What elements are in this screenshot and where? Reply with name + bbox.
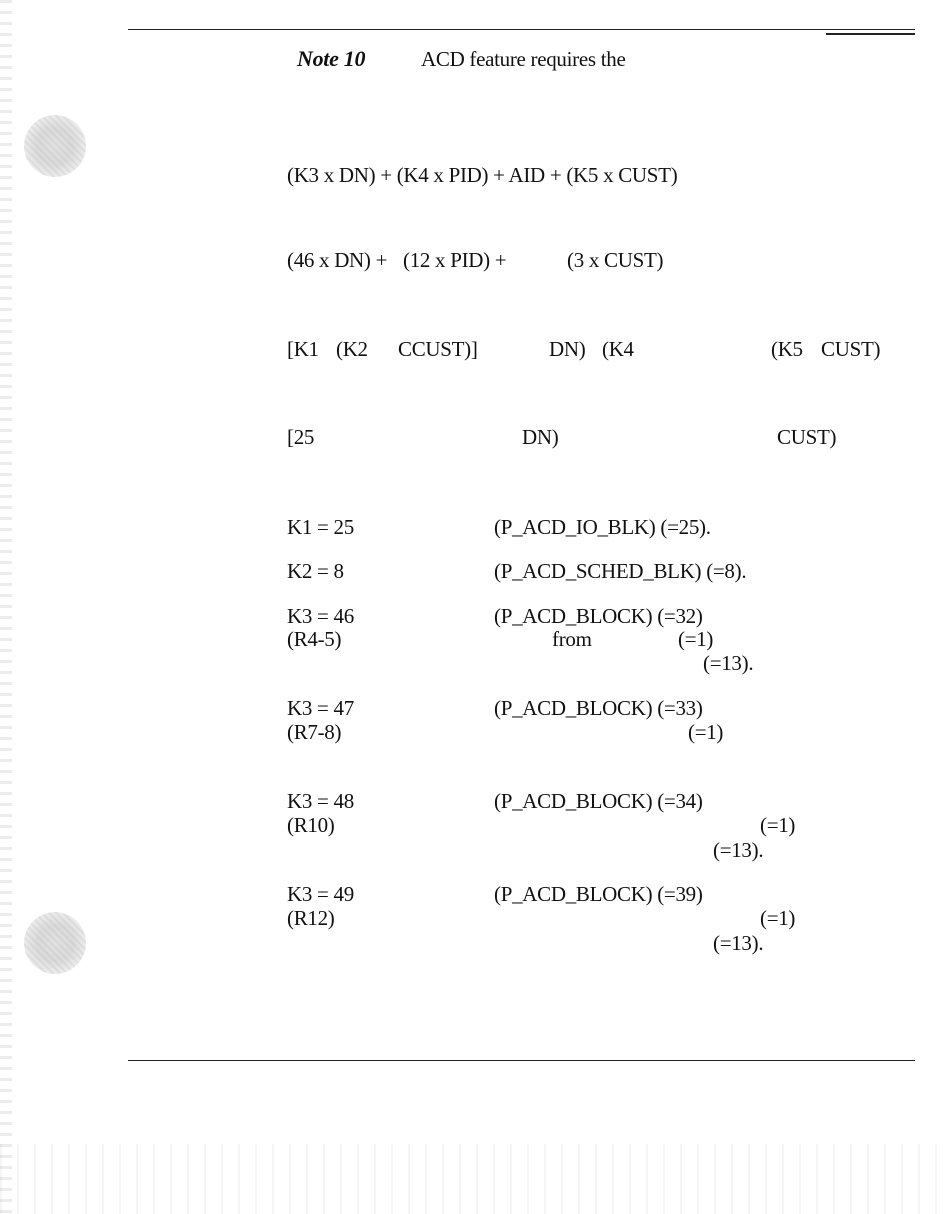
constant-name: K3 = 49 [287, 882, 354, 906]
constant-desc: (P_ACD_BLOCK) (=33) [494, 696, 703, 720]
constant-value: (=13). [713, 931, 764, 955]
formula-extended-part: (K5 [771, 337, 803, 361]
constant-desc: (P_ACD_BLOCK) (=34) [494, 789, 703, 813]
bottom-rule [128, 1060, 915, 1061]
constant-value: (=1) [760, 813, 796, 837]
constant-desc: (P_ACD_BLOCK) (=32) [494, 604, 703, 628]
formula-numeric-part: (12 x PID) + [403, 248, 507, 272]
constant-from: from [552, 627, 592, 651]
constant-name: K3 = 48 [287, 789, 354, 813]
formula-extended-part: DN) [549, 337, 586, 361]
scan-edge-noise [0, 0, 12, 1214]
note-label: Note 10 [297, 46, 366, 71]
scan-bottom-noise [0, 1144, 952, 1214]
formula-values-part: DN) [522, 425, 559, 449]
constant-name: K2 = 8 [287, 559, 344, 583]
constant-desc: (P_ACD_SCHED_BLK) (=8). [494, 559, 747, 583]
top-rule-accent [826, 33, 915, 35]
note-text: ACD feature requires the [421, 47, 626, 71]
top-rule [128, 29, 915, 30]
formula-numeric-part: (3 x CUST) [567, 248, 664, 272]
constant-value: (=13). [713, 838, 764, 862]
formula-values-part: [25 [287, 425, 315, 449]
constant-release: (R7-8) [287, 720, 342, 744]
constant-name: K3 = 46 [287, 604, 354, 628]
formula-extended-part: (K2 [336, 337, 368, 361]
constant-release: (R4-5) [287, 627, 342, 651]
constant-value: (=13). [703, 651, 754, 675]
binder-hole-bottom [24, 912, 86, 974]
formula-extended-part: [K1 [287, 337, 319, 361]
constant-release: (R12) [287, 906, 335, 930]
formula-extended-part: CCUST)] [398, 337, 478, 361]
constant-release: (R10) [287, 813, 335, 837]
formula-extended-part: CUST) [821, 337, 881, 361]
constant-value: (=1) [688, 720, 724, 744]
constant-name: K1 = 25 [287, 515, 354, 539]
constant-name: K3 = 47 [287, 696, 354, 720]
constant-value: (=1) [760, 906, 796, 930]
constant-desc: (P_ACD_IO_BLK) (=25). [494, 515, 711, 539]
formula-values-part: CUST) [777, 425, 837, 449]
formula-symbolic: (K3 x DN) + (K4 x PID) + AID + (K5 x CUST) [287, 163, 678, 187]
constant-desc: (P_ACD_BLOCK) (=39) [494, 882, 703, 906]
formula-extended-part: (K4 [602, 337, 634, 361]
constant-value: (=1) [678, 627, 714, 651]
binder-hole-top [24, 115, 86, 177]
formula-numeric-part: (46 x DN) + [287, 248, 388, 272]
